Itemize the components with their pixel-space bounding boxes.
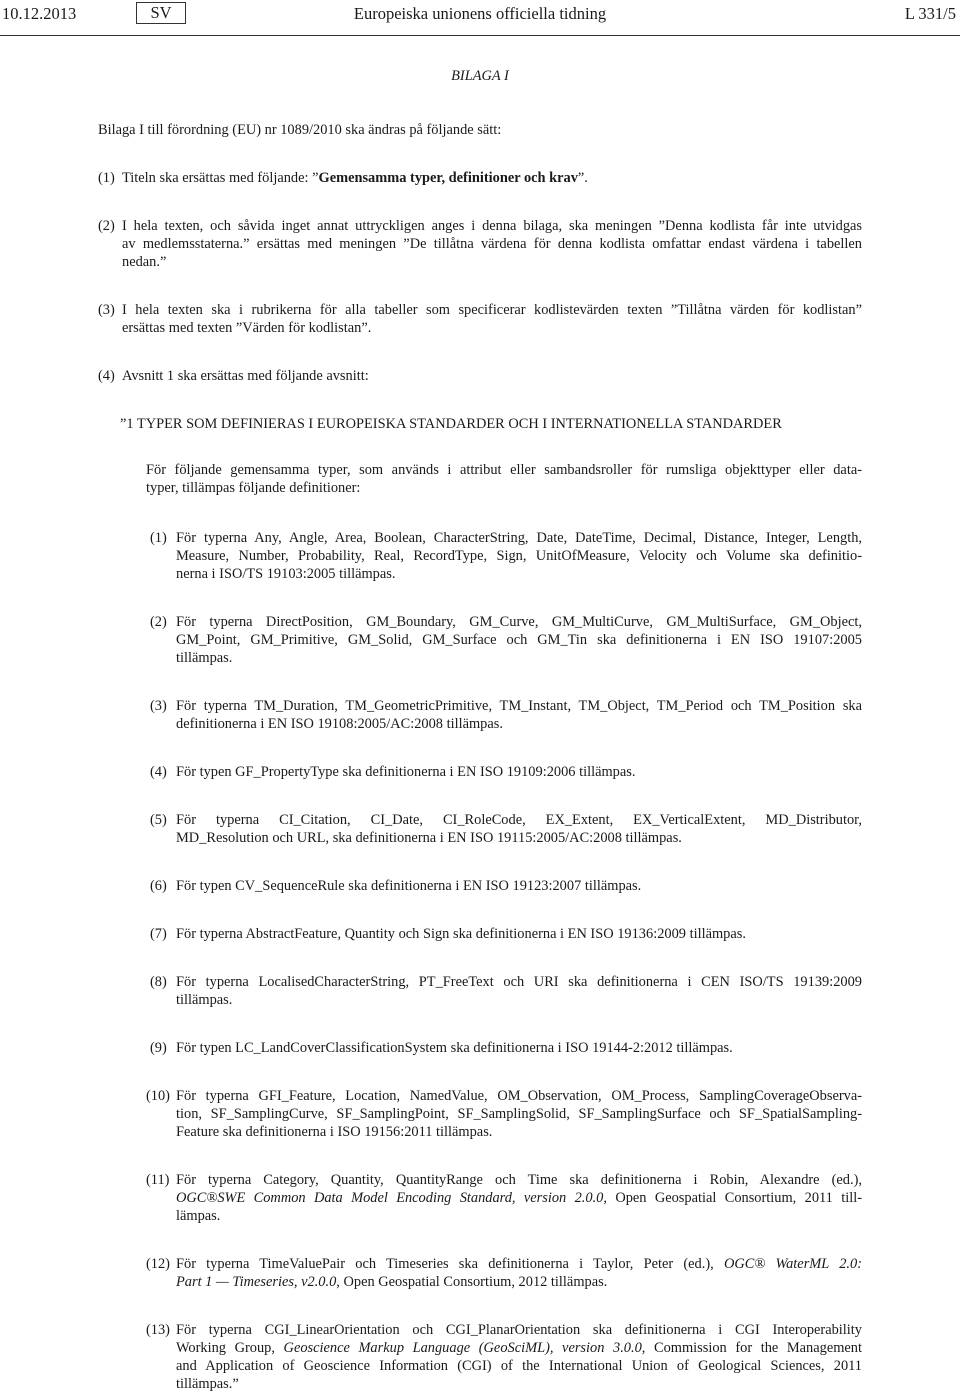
amendment-line: nedan.” xyxy=(122,254,167,270)
journal-header xyxy=(0,2,960,26)
definition-line xyxy=(176,1339,862,1357)
definition-line: För typerna LocalisedCharacterString, PT_FreeText och URI ska definitionerna i CEN ISO/TS 19139:2009 xyxy=(176,974,862,990)
definition-line: För typerna TM_Duration, TM_GeometricPrimitive, TM_Instant, TM_Object, TM_Period och TM_Position ska xyxy=(176,698,862,714)
definition-item xyxy=(146,1321,862,1393)
amendment-number: (1) xyxy=(98,170,115,186)
definition-line: För typerna DirectPosition, GM_Boundary, GM_Curve, GM_MultiCurve, GM_MultiSurface, GM_Object, xyxy=(176,614,862,630)
standard-title: Part 1 — Timeseries, v2.0.0 xyxy=(176,1274,337,1290)
definition-number: (12) xyxy=(146,1256,170,1272)
definition-line: tillämpas. xyxy=(176,650,233,666)
definition-line xyxy=(176,1255,862,1273)
page-reference: L 331/5 xyxy=(904,4,956,23)
definition-line: För typerna AbstractFeature, Quantity och Sign ska definitionerna i EN ISO 19136:2009 tillämpas. xyxy=(176,926,746,942)
amendment-line: Avsnitt 1 ska ersättas med följande avsnitt: xyxy=(122,368,369,384)
definition-number: (9) xyxy=(150,1040,167,1056)
definition-item xyxy=(146,613,862,667)
definition-line: För typerna CI_Citation, CI_Date, CI_RoleCode, EX_Extent, EX_VerticalExtent, MD_Distributor, xyxy=(176,812,862,828)
amendment-number: (3) xyxy=(98,302,115,318)
definition-text: Working Group, xyxy=(176,1340,284,1356)
definition-item xyxy=(146,1171,862,1225)
definition-line: För typerna CGI_LinearOrientation och CGI_PlanarOrientation ska definitionerna i CGI Interoperability xyxy=(176,1322,862,1338)
definition-line xyxy=(176,1189,862,1207)
definition-number: (13) xyxy=(146,1322,170,1338)
journal-title: Europeiska unionens officiella tidning xyxy=(353,4,607,23)
header-divider xyxy=(0,35,960,36)
amendment-item xyxy=(98,169,862,187)
amendment-item xyxy=(98,301,862,337)
definition-line: För typerna GFI_Feature, Location, NamedValue, OM_Observation, OM_Process, SamplingCoverageObserva- xyxy=(176,1088,862,1104)
publication-date: 10.12.2013 xyxy=(2,4,77,23)
definition-number: (3) xyxy=(150,698,167,714)
definition-line: För typerna Any, Angle, Area, Boolean, CharacterString, Date, DateTime, Decimal, Distance, Integer, Length, xyxy=(176,530,862,546)
definition-line: tillämpas. xyxy=(176,992,233,1008)
definition-number: (7) xyxy=(150,926,167,942)
definition-line: lämpas. xyxy=(176,1208,221,1224)
definition-number: (5) xyxy=(150,812,167,828)
section-heading: ”1 TYPER SOM DEFINIERAS I EUROPEISKA STANDARDER OCH I INTERNATIONELLA STANDARDER xyxy=(120,416,782,432)
definition-text: , Open Geospatial Consortium, 2011 till- xyxy=(603,1190,863,1206)
standard-title: OGC® WaterML 2.0: xyxy=(723,1256,863,1272)
definition-number: (6) xyxy=(150,878,167,894)
section-intro xyxy=(146,461,862,497)
definition-line: nerna i ISO/TS 19103:2005 tillämpas. xyxy=(176,566,396,582)
intro-text: Bilaga I till förordning (EU) nr 1089/2010 ska ändras på följande sätt: xyxy=(98,122,502,138)
definition-line: tion, SF_SamplingCurve, SF_SamplingPoint, SF_SamplingSolid, SF_SamplingSurface och SF_SpatialSampling- xyxy=(176,1106,862,1122)
definition-number: (1) xyxy=(150,530,167,546)
definition-line: Feature ska definitionerna i ISO 19156:2011 tillämpas. xyxy=(176,1124,493,1140)
amendment-item xyxy=(98,217,862,271)
definition-line xyxy=(176,1273,862,1291)
definition-number: (4) xyxy=(150,764,167,780)
new-title: Gemensamma typer, definitioner och krav xyxy=(318,170,578,186)
amendment-item xyxy=(98,367,862,385)
definition-line: För typen GF_PropertyType ska definitionerna i EN ISO 19109:2006 tillämpas. xyxy=(176,764,636,780)
definition-line: För typen LC_LandCoverClassificationSystem ska definitionerna i ISO 19144-2:2012 tillämpas. xyxy=(176,1040,733,1056)
language-badge: SV xyxy=(136,2,186,24)
amendment-line: av medlemsstaterna.” ersättas med meningen ”De tillåtna värdena för denna kodlista omfattar endast värdena i tabellen xyxy=(122,236,862,252)
amendment-line: ersättas med texten ”Värden för kodlistan”. xyxy=(122,320,372,336)
definition-item xyxy=(146,697,862,733)
definition-line: tillämpas.” xyxy=(176,1376,239,1392)
definition-line: MD_Resolution och URL, ska definitionerna i EN ISO 19115:2005/AC:2008 tillämpas. xyxy=(176,830,682,846)
definition-text: , Commission for the Management xyxy=(641,1340,862,1356)
definition-line: and Application of Geoscience Information (CGI) of the International Union of Geological Sciences, 2011 xyxy=(176,1358,862,1374)
definition-item xyxy=(146,529,862,583)
definition-line: GM_Point, GM_Primitive, GM_Solid, GM_Surface och GM_Tin ska definitionerna i EN ISO 19107:2005 xyxy=(176,632,862,648)
definition-item xyxy=(146,763,862,781)
section-intro-line: typer, tillämpas följande definitioner: xyxy=(146,480,361,496)
definition-item xyxy=(146,925,862,943)
annex-title: BILAGA I xyxy=(451,68,509,84)
definition-item xyxy=(146,877,862,895)
definition-item xyxy=(146,1039,862,1057)
definition-line: Measure, Number, Probability, Real, RecordType, Sign, UnitOfMeasure, Velocity och Volume ska definitio- xyxy=(176,548,862,564)
definition-number: (8) xyxy=(150,974,167,990)
definition-number: (11) xyxy=(146,1172,170,1188)
amendment-line: I hela texten ska i rubrikerna för alla tabeller som specificerar kodlistevärden texten ”Tillåtna värden för kodlistan” xyxy=(122,302,862,318)
definition-line: definitionerna i EN ISO 19108:2005/AC:2008 tillämpas. xyxy=(176,716,503,732)
definition-item xyxy=(146,1255,862,1291)
amendment-text: Titeln ska ersättas med följande: ” xyxy=(122,170,319,186)
definition-item xyxy=(146,1087,862,1141)
amendment-number: (4) xyxy=(98,368,115,384)
standard-title: Geoscience Markup Language (GeoSciML), version 3.0.0 xyxy=(283,1340,642,1356)
definition-line: För typen CV_SequenceRule ska definitionerna i EN ISO 19123:2007 tillämpas. xyxy=(176,878,642,894)
definition-text: , Open Geospatial Consortium, 2012 tillämpas. xyxy=(336,1274,608,1290)
definition-number: (2) xyxy=(150,614,167,630)
definition-item xyxy=(146,973,862,1009)
amendment-number: (2) xyxy=(98,218,115,234)
definition-number: (10) xyxy=(146,1088,170,1104)
definition-item xyxy=(146,811,862,847)
definition-line: För typerna Category, Quantity, QuantityRange och Time ska definitionerna i Robin, Alexandre (ed.), xyxy=(176,1172,862,1188)
amendment-text: ”. xyxy=(577,170,588,186)
standard-title: OGC®SWE Common Data Model Encoding Standard, version 2.0.0 xyxy=(176,1190,604,1206)
section-intro-line: För följande gemensamma typer, som används i attribut eller sambandsroller för rumsliga objekttyper eller data- xyxy=(146,462,862,478)
amendment-line: I hela texten, och såvida inget annat uttryckligen anges i denna bilaga, ska meningen ”Denna kodlista får inte utvidgas xyxy=(122,218,862,234)
definition-text: För typerna TimeValuePair och Timeseries ska definitionerna i Taylor, Peter (ed.), xyxy=(176,1256,724,1272)
